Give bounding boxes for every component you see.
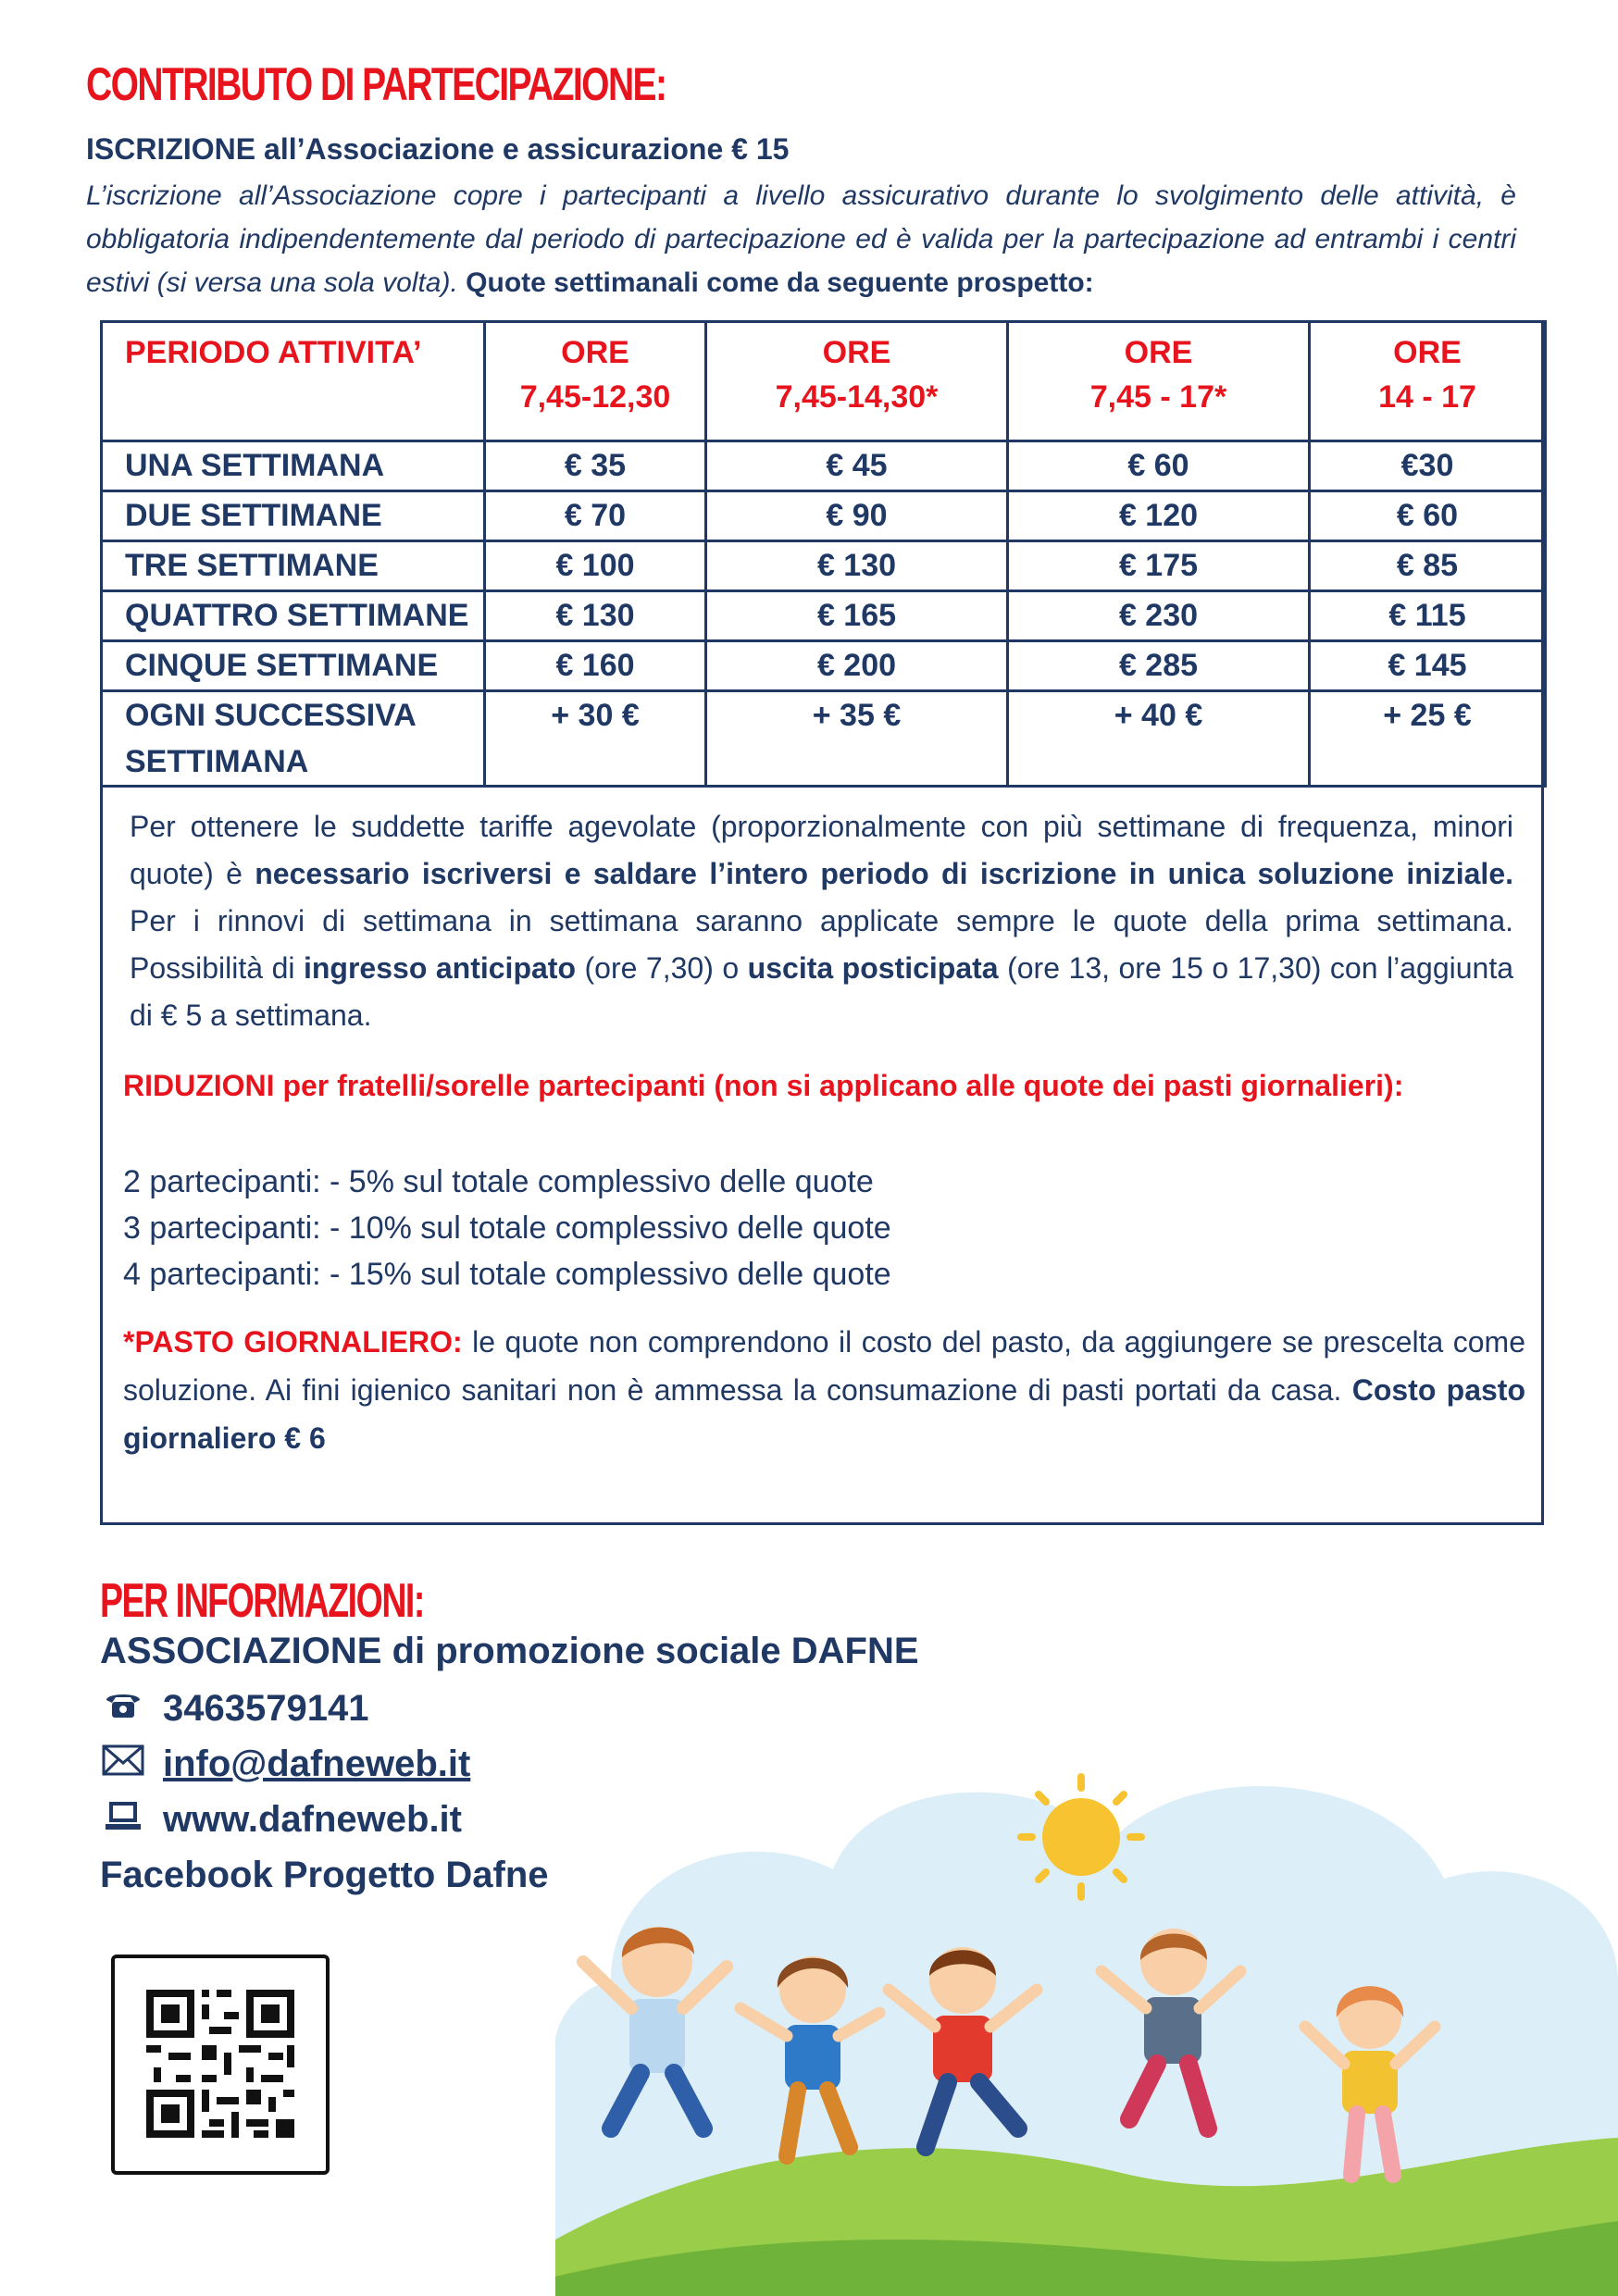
info-title: PER INFORMAZIONI: (100, 1574, 424, 1628)
table-cell: € 115 (1310, 591, 1546, 641)
page-title: CONTRIBUTO DI PARTECIPAZIONE: (86, 58, 666, 110)
header-col-2: ORE 7,45-14,30* (706, 322, 1008, 441)
tariff-note (130, 803, 1513, 1039)
table-cell: € 100 (485, 541, 706, 591)
pasto-label: *PASTO GIORNALIERO: (123, 1325, 463, 1359)
table-cell: € 35 (485, 441, 706, 491)
intro-bold: Quote settimanali come da seguente prospetto: (466, 267, 1094, 298)
riduzioni-title: RIDUZIONI per fratelli/sorelle partecipanti (non si applicano alle quote dei pasti giornalieri): (123, 1069, 1404, 1102)
table-cell: + 40 € (1008, 691, 1310, 787)
facebook-line: Facebook Progetto Dafne (100, 1855, 549, 1895)
note-bold: ingresso anticipato (303, 951, 576, 985)
table-cell: € 60 (1310, 491, 1546, 541)
table-row (102, 541, 1546, 591)
fees-table (100, 320, 1547, 788)
row-label: QUATTRO SETTIMANE (102, 591, 485, 641)
row-label: UNA SETTIMANA (102, 441, 485, 491)
table-cell: € 130 (485, 591, 706, 641)
note-bold: uscita posticipata (747, 951, 999, 985)
table-cell: € 85 (1310, 541, 1546, 591)
table-cell: € 145 (1310, 641, 1546, 691)
phone-icon (100, 1688, 146, 1730)
table-cell: € 230 (1008, 591, 1310, 641)
email-link[interactable]: info@dafneweb.it (163, 1744, 471, 1784)
row-label: OGNI SUCCESSIVA SETTIMANA (102, 691, 485, 787)
table-cell: € 45 (706, 441, 1008, 491)
pasto-cost: Costo pasto giornaliero € 6 (123, 1373, 1526, 1455)
table-cell: € 60 (1008, 441, 1310, 491)
phone-number[interactable]: 3463579141 (163, 1688, 369, 1729)
table-cell: € 120 (1008, 491, 1310, 541)
list-item: 3 partecipanti: - 10% sul totale complessivo delle quote (123, 1210, 891, 1246)
list-item: 4 partecipanti: - 15% sul totale complessivo delle quote (123, 1257, 891, 1292)
table-cell: € 200 (706, 641, 1008, 691)
note-text: Per ottenere le suddette tariffe agevolate (proporzionalmente con più settimane di frequenza, minori quote) è (130, 810, 1513, 890)
email-line (100, 1744, 470, 1785)
table-cell: + 25 € (1310, 691, 1546, 787)
qr-code (111, 1955, 330, 2175)
table-cell: € 70 (485, 491, 706, 541)
table-row (102, 441, 1546, 491)
website-line (100, 1799, 462, 1841)
table-cell: € 175 (1008, 541, 1310, 591)
children-illustration (555, 1740, 1618, 2296)
row-label: TRE SETTIMANE (102, 541, 485, 591)
envelope-icon (100, 1744, 146, 1785)
computer-icon (100, 1799, 146, 1841)
riduzioni-list (123, 1159, 891, 1297)
table-cell: € 285 (1008, 641, 1310, 691)
header-col-1: ORE 7,45-12,30 (485, 322, 706, 441)
table-row (102, 491, 1546, 541)
intro-text: L’iscrizione all’Associazione copre i partecipanti a livello assicurativo durante lo svolgimento delle attività, è obbligatoria indipendentemente dal periodo di partecipazione ed è valida per la partecipazione ad entrambi i centri estivi (si versa una sola volta). (86, 180, 1516, 298)
table-cell: € 160 (485, 641, 706, 691)
table-row (102, 641, 1546, 691)
table-cell: €30 (1310, 441, 1546, 491)
pasto-note (123, 1318, 1525, 1462)
phone-line (100, 1688, 368, 1730)
header-periodo: PERIODO ATTIVITA’ (102, 322, 485, 441)
table-cell: € 130 (706, 541, 1008, 591)
table-row (102, 591, 1546, 641)
pasto-text: le quote non comprendono il costo del pasto, da aggiungere se prescelta come soluzione. Ai fini igienico sanitari non è ammessa la consumazione di pasti portati da casa. (123, 1325, 1525, 1407)
table-cell: + 30 € (485, 691, 706, 787)
note-text: (ore 7,30) o (576, 951, 748, 985)
table-cell: € 165 (706, 591, 1008, 641)
row-label: CINQUE SETTIMANE (102, 641, 485, 691)
note-text: (ore 13, ore 15 o 17,30) con l’aggiunta di € 5 a settimana. (130, 951, 1514, 1032)
header-col-3: ORE 7,45 - 17* (1008, 322, 1310, 441)
iscrizione-heading: ISCRIZIONE all’Associazione e assicurazione € 15 (86, 132, 790, 166)
header-col-4: ORE 14 - 17 (1310, 322, 1546, 441)
table-row (102, 691, 1546, 787)
table-header-row (102, 322, 1546, 441)
intro-paragraph (86, 174, 1516, 304)
table-cell: € 90 (706, 491, 1008, 541)
qr-code-graphic (115, 1958, 326, 2171)
website-link[interactable]: www.dafneweb.it (163, 1799, 462, 1840)
association-name: ASSOCIAZIONE di promozione sociale DAFNE (100, 1631, 919, 1671)
table-cell: + 35 € (706, 691, 1008, 787)
note-text: Per i rinnovi di settimana in settimana saranno applicate sempre le quote della prima settimana. Possibilità di (130, 904, 1513, 985)
list-item: 2 partecipanti: - 5% sul totale complessivo delle quote (123, 1164, 874, 1199)
row-label: DUE SETTIMANE (102, 491, 485, 541)
note-bold: necessario iscriversi e saldare l’intero periodo di iscrizione in unica soluzione iniziale. (255, 857, 1514, 890)
